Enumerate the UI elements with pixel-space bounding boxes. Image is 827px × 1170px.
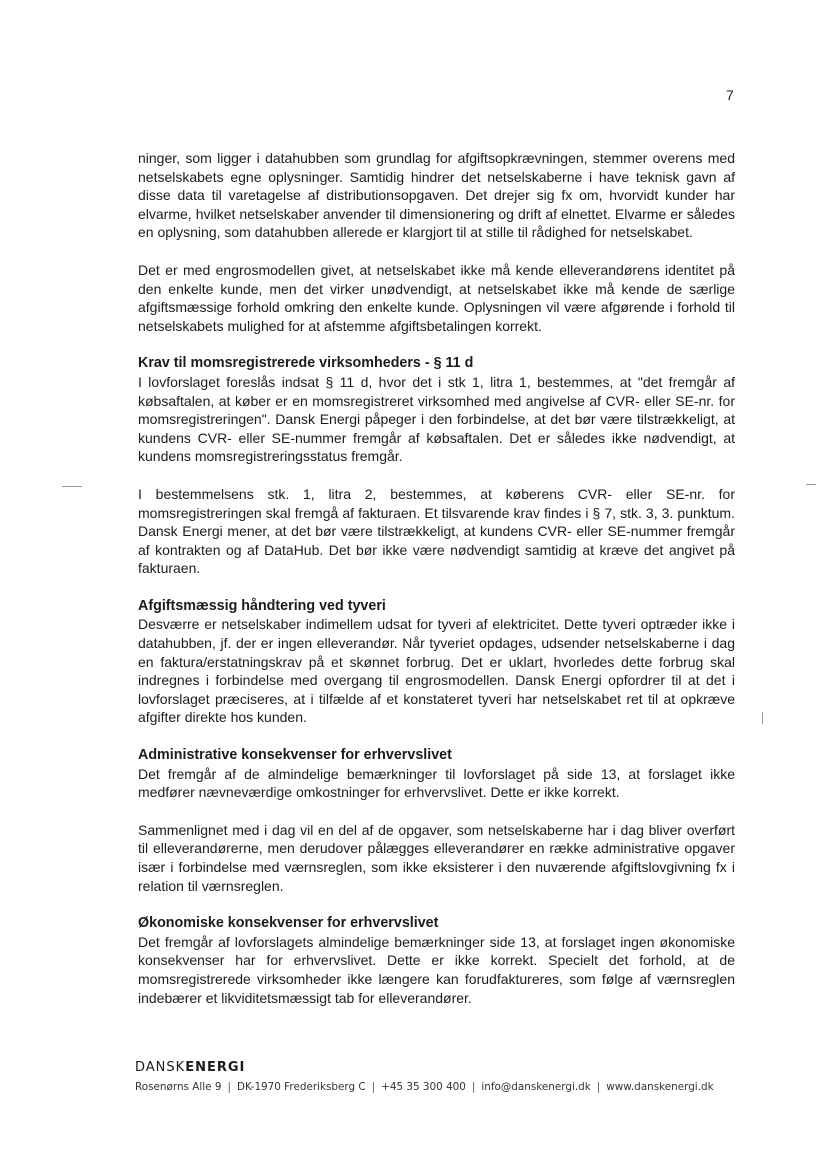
logo-word-energi: ENERGI xyxy=(185,1060,246,1075)
scan-artifact xyxy=(806,484,816,485)
phone-number: +45 35 300 400 xyxy=(381,1081,466,1093)
section-heading: Krav til momsregistrerede virksomheders - § 11 d xyxy=(138,355,474,372)
company-logo xyxy=(135,1060,735,1075)
section-heading: Økonomiske konsekvenser for erhvervslivet xyxy=(138,915,439,932)
letterhead-footer xyxy=(135,1060,735,1093)
body-paragraph: Desværre er netselskaber indimellem udsat for tyveri af elektricitet. Dette tyveri optræder ikke i datahubben, jf. der er ingen elleverandør. Når tyveriet opdages, udsender netselskaberne i dag en faktura/erstatningskrav på et skønnet forbrug. Det er uklart, hvorledes dette forbrug skal indregnes i forbindelse med overgang til engrosmodellen. Dansk Energi opfordrer til at det i lovforslaget præciseres, at i tilfælde af et konstateret tyveri har netselskabet ret til at opkræve afgifter direkte hos kunden. xyxy=(138,616,735,726)
section-heading: Administrative konsekvenser for erhvervslivet xyxy=(138,747,452,764)
section-heading: Afgiftsmæssig håndtering ved tyveri xyxy=(138,597,386,614)
logo-word-dansk: DANSK xyxy=(135,1060,186,1075)
letter-body xyxy=(138,149,735,1007)
body-paragraph: Det fremgår af lovforslagets almindelige bemærkninger side 13, at forslaget ingen økonomiske konsekvenser har for erhvervslivet. Dette er ikke korrekt. Specielt det forhold, at de momsregistrerede virksomheder ikke længere kan forudfaktureres, som følge af værnsreglen indebærer et likviditetsmæssigt tab for elleverandører. xyxy=(138,933,735,1006)
page-number: 7 xyxy=(726,87,734,103)
body-paragraph: Sammenlignet med i dag vil en del af de opgaver, som netselskaberne har i dag bliver overført til elleverandørerne, men derudover pålægges elleverandører en række administrative opgaver især i forbindelse med værnsreglen, som ikke eksisterer i den nuværende afgiftslovgivning fx i relation til værnsreglen. xyxy=(138,821,735,894)
city-address: DK-1970 Frederiksberg C xyxy=(236,1081,366,1093)
scan-artifact xyxy=(762,712,763,724)
body-paragraph: ninger, som ligger i datahubben som grundlag for afgiftsopkrævningen, stemmer overens med netselskabets egne oplysninger. Samtidig hindrer det netselskaberne i have teknisk gavn af disse data til varetagelse af distributionsopgaven. Det drejer sig fx om, hvorvidt kunder har elvarme, hvilket netselskaber anvender til dimensionering og drift af elnettet. Elvarme er således en oplysning, som datahubben allerede er klargjort til at stille til rådighed for netselskabet. xyxy=(138,150,735,241)
email-address: info@danskenergi.dk xyxy=(481,1081,591,1093)
website: www.danskenergi.dk xyxy=(606,1081,714,1093)
street-address: Rosenørns Alle 9 xyxy=(135,1081,222,1093)
contact-line: Rosenørns Alle 9 | DK-1970 Frederiksberg C | +45 35 300 400 | info@danskenergi.dk | www.danskenergi.dk xyxy=(135,1081,714,1093)
scan-artifact xyxy=(62,486,82,487)
body-paragraph: Det er med engrosmodellen givet, at netselskabet ikke må kende elleverandørens identitet på den enkelte kunde, men det virker unødvendigt, at netselskabet ikke må kende de særlige afgiftsmæssige forhold omkring den enkelte kunde. Oplysningen vil være afgørende i forhold til netselskabets mulighed for at afstemme afgiftsbetalingen korrekt. xyxy=(138,261,735,334)
body-paragraph: Det fremgår af de almindelige bemærkninger til lovforslaget på side 13, at forslaget ikke medfører nævneværdige omkostninger for erhvervslivet. Dette er ikke korrekt. xyxy=(138,765,735,801)
body-paragraph: I lovforslaget foreslås indsat § 11 d, hvor det i stk 1, litra 1, bestemmes, at "det fremgår af købsaftalen, at køber er en momsregistreret virksomhed med angivelse af CVR- eller SE-nr. for momsregistreringen". Dansk Energi påpeger i den forbindelse, at det bør være tilstrækkeligt, at kundens CVR- eller SE-nummer fremgår af købsaftalen. Det er således ikke nødvendigt, at kundens momsregistreringsstatus fremgår. xyxy=(138,373,735,465)
body-paragraph: I bestemmelsens stk. 1, litra 2, bestemmes, at køberens CVR- eller SE-nr. for momsregistreringen skal fremgå af fakturaen. Et tilsvarende krav findes i § 7, stk. 3, 3. punktum. Dansk Energi mener, at det bør være tilstrækkeligt, at kundens CVR- eller SE-nummer fremgår af kontrakten og af DataHub. Det bør ikke være nødvendigt samtidig at kræve det angivet på fakturaen. xyxy=(138,485,735,577)
